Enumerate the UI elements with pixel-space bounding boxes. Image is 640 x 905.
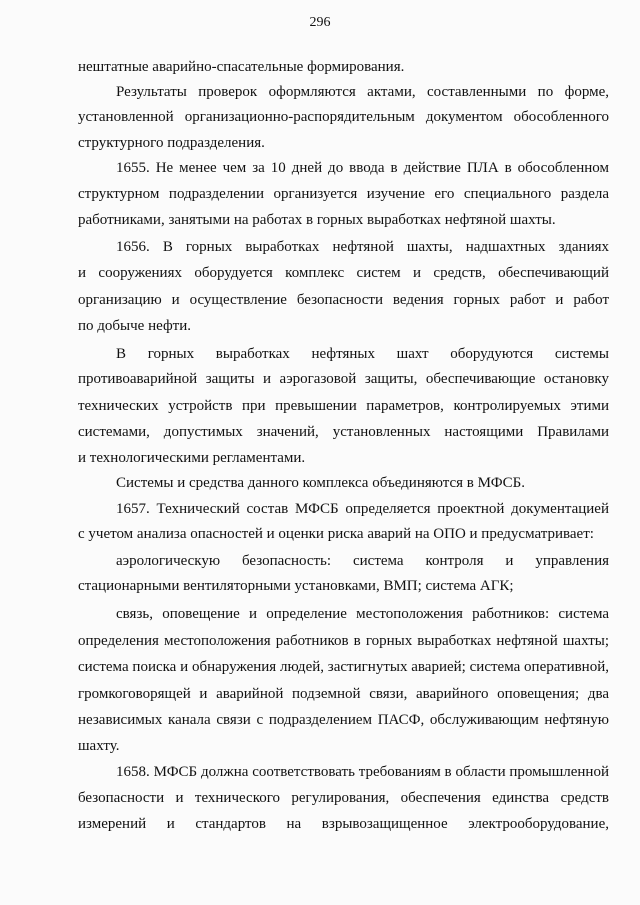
text-line: стационарными вентиляторными установками, ВМП; система АГК; [78,578,514,594]
text-line: установленной организационно-распорядительным документом обособленного [78,109,609,125]
text-line: и сооружениях оборудуется комплекс систем и средств, обеспечивающий [78,265,609,281]
text-line: 1655. Не менее чем за 10 дней до ввода в действие ПЛА в обособленном [116,160,609,176]
text-line: 1658. МФСБ должна соответствовать требованиям в области промышленной [116,764,609,780]
text-line: с учетом анализа опасностей и оценки риска аварий на ОПО и предусматривает: [78,526,594,542]
text-line: технических устройств при превышении параметров, контролируемых этими [78,398,609,414]
text-line: 1657. Технический состав МФСБ определяется проектной документацией [116,501,609,517]
text-line: структурного подразделения. [78,135,265,151]
page-number: 296 [309,15,331,30]
text-line: аэрологическую безопасность: система контроля и управления [116,553,609,569]
text-line: безопасности и технического регулирования, обеспечения единства средств [78,790,609,806]
text-line: организацию и осуществление безопасности ведения горных работ и работ [78,292,609,308]
text-line: структурном подразделении организуется изучение его специального раздела [78,186,609,202]
text-line: Результаты проверок оформляются актами, составленными по форме, [116,84,609,100]
text-line: громкоговорящей и аварийной подземной связи, аварийного оповещения; два [78,686,609,702]
text-line: определения местоположения работников в горных выработках нефтяной шахты; [78,633,609,649]
text-line: 1656. В горных выработках нефтяной шахты, надшахтных зданиях [116,239,609,255]
text-line: В горных выработках нефтяных шахт оборудуются системы [116,346,609,362]
text-line: нештатные аварийно-спасательные формирования. [78,59,405,75]
text-line: Системы и средства данного комплекса объединяются в МФСБ. [116,475,525,491]
text-line: противоаварийной защиты и аэрогазовой защиты, обеспечивающие остановку [78,371,609,387]
text-line: независимых канала связи с подразделением ПАСФ, обслуживающим нефтяную [78,712,609,728]
text-line: система поиска и обнаружения людей, застигнутых аварией; система оперативной, [78,659,609,675]
text-line: работниками, занятыми на работах в горных выработках нефтяной шахты. [78,212,556,228]
text-line: по добыче нефти. [78,318,191,334]
text-line: шахту. [78,738,120,754]
text-line: измерений и стандартов на взрывозащищенное электрооборудование, [78,816,609,832]
text-line: связь, оповещение и определение местоположения работников: система [116,606,609,622]
text-line: системами, допустимых значений, установленных настоящими Правилами [78,424,609,440]
text-line: и технологическими регламентами. [78,450,306,466]
